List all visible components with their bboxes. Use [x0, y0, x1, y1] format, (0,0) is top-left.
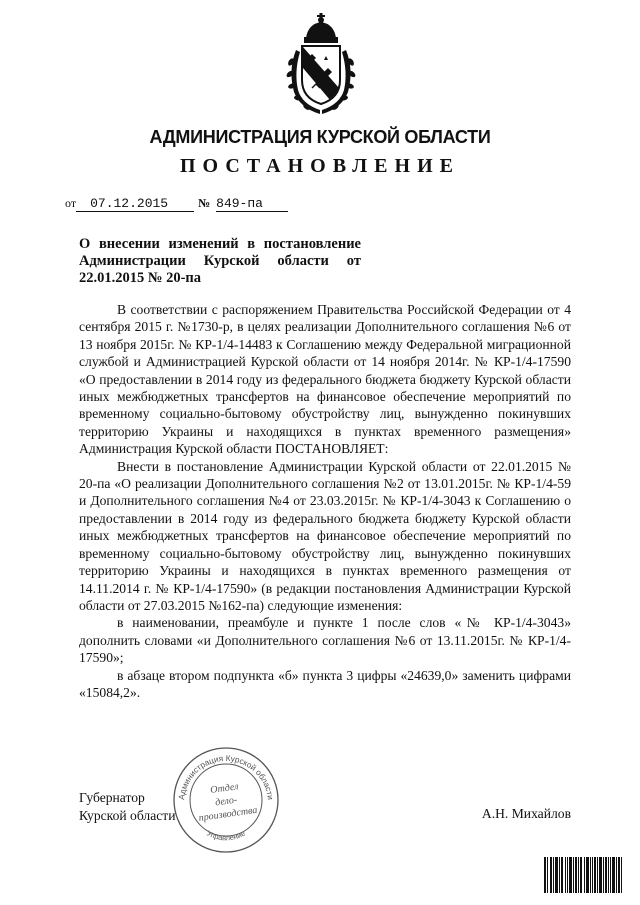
stamp-center-line-1: Отдел [209, 781, 240, 797]
stamp-center-line-2: дело- [214, 794, 238, 809]
change-paragraph-1: в наименовании, преамбуле и пункте 1 после слов «№ КР-1/4-3043» дополнить словами «и Дополнительного соглашения №6 от 13.11.2015г. № КР-1/4-17590»; [79, 615, 571, 666]
preamble-paragraph: В соответствии с распоряжением Правительства Российской Федерации от 4 сентября 2015 г. №1730-р, в целях реализации Дополнительного соглашения №6 от 13 ноября 2015г. № КР-1/4-14483 к Соглашению между Федеральной миграционной службой и Администрацией Курской области от 14 ноября 2014г. № КР-1/4-17590 «О предоставлении в 2014 году из федерального бюджета бюджету Курской области иных межбюджетных трансфертов на финансовое обеспечение мероприятий по временному социально-бытовому обустройству лиц, вынужденно покинувших территорию Украины и находящихся в пунктах временного размещения» Администрация Курской области ПОСТАНОВЛЯЕТ: [79, 302, 571, 457]
main-paragraph: Внести в постановление Администрации Курской области от 22.01.2015 № 20-па «О реализации Дополнительного соглашения №2 от 13.01.2015г. № КР-1/4-59 и Дополнительного соглашения №4 от 23.03.2015г. № КР-1/4-3043 к Соглашению о предоставлении в 2014 году из федерального бюджета бюджету Курской области иных межбюджетных трансфертов на финансовое обеспечение мероприятий по временному социально-бытовому обустройству лиц, вынужденно покинувших территорию Украины и находящихся в пунктах временного размещения от 14.11.2014 г. № КР-1/4-17590» (в редакции постановления Администрации Курской области от 27.03.2015 №162-па) следующие изменения: [79, 458, 571, 613]
date-label: от [65, 196, 77, 210]
stamp-ring-text: Администрация Курской области [177, 753, 275, 801]
signatory-title [79, 789, 176, 825]
document-subject [79, 236, 361, 287]
organization-title: АДМИНИСТРАЦИЯ КУРСКОЙ ОБЛАСТИ [149, 127, 491, 147]
number-label: № [198, 196, 211, 210]
kursk-coat-of-arms-icon [282, 10, 360, 118]
stamp-center-line-3: производства [198, 804, 258, 824]
signatory-title-line-2: Курской области [79, 808, 176, 823]
signatory-name: А.Н. Михайлов [481, 806, 571, 821]
change-paragraph-2: в абзаце втором подпункта «б» пункта 3 цифры «24639,0» заменить цифрами «15084,2». [79, 667, 571, 700]
signatory-title-line-1: Губернатор [79, 790, 145, 805]
subject-line-3: 22.01.2015 № 20-па [79, 270, 202, 286]
office-stamp [171, 745, 281, 855]
subject-line-1: О внесении изменений в постановление [79, 236, 361, 252]
svg-text:Управление [205, 829, 247, 843]
stamp-ring-text-bottom: Управление [205, 828, 247, 843]
subject-line-2: Администрации Курской области от [79, 253, 361, 269]
document-body [79, 301, 571, 701]
document-type: ПОСТАНОВЛЕНИЕ [180, 155, 460, 177]
document-dateline [65, 196, 288, 212]
document-number: 849-па [216, 196, 263, 211]
document-date: 07.12.2015 [90, 196, 169, 211]
barcode [544, 857, 622, 893]
